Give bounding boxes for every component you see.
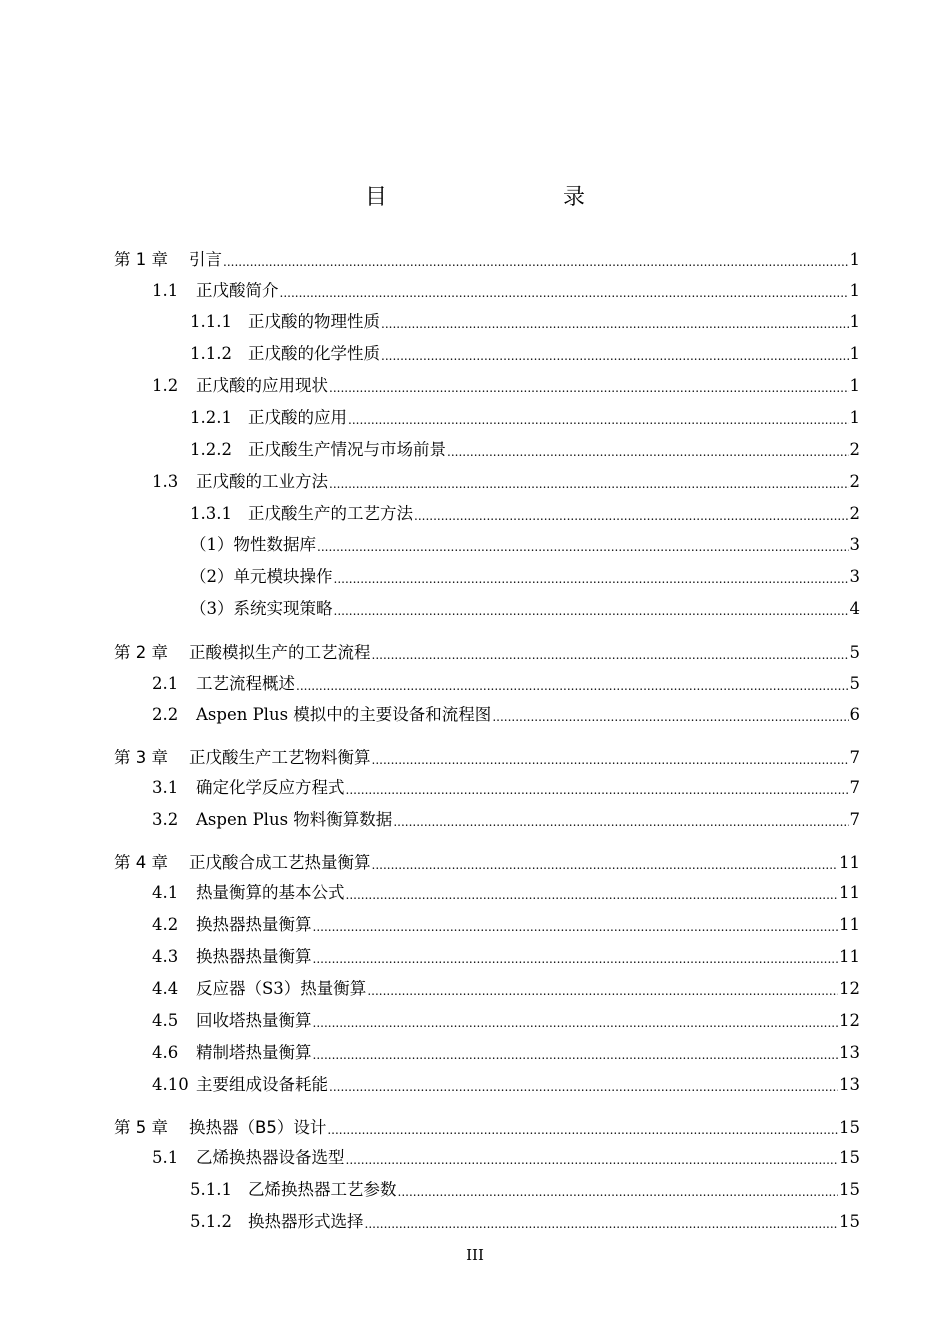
toc-entry-number: 1.1.1 xyxy=(190,312,232,331)
toc-entry-number: 1.2.2 xyxy=(190,440,232,459)
toc-entry-number: 5.1.1 xyxy=(190,1180,232,1199)
toc-entry-page: 13 xyxy=(839,1075,860,1094)
toc-entry-page: 2 xyxy=(849,504,860,523)
toc-entry-page: 7 xyxy=(849,748,860,767)
toc-entry[interactable] xyxy=(114,746,860,770)
toc-dot-leader xyxy=(393,812,848,832)
toc-entry-number: 第 4 章 xyxy=(114,853,168,872)
toc-entry[interactable] xyxy=(114,342,860,366)
toc-entry-page: 15 xyxy=(839,1180,860,1199)
toc-entry[interactable] xyxy=(114,406,860,430)
toc-entry[interactable] xyxy=(114,1073,860,1097)
toc-entry-title: （3）系统实现策略 xyxy=(190,599,333,618)
toc-entry-title: 正戊酸的化学性质 xyxy=(248,344,380,363)
toc-entry-page: 15 xyxy=(839,1212,860,1231)
toc-dot-leader xyxy=(372,645,849,665)
toc-entry-number: 第 5 章 xyxy=(114,1118,168,1137)
toc-entry-number: 1.2.1 xyxy=(190,408,232,427)
toc-dot-leader xyxy=(492,707,848,727)
toc-entry[interactable] xyxy=(114,851,860,875)
toc-entry[interactable] xyxy=(114,1146,860,1170)
toc-entry[interactable] xyxy=(114,565,860,589)
toc-entry-title: 换热器（B5）设计 xyxy=(189,1118,327,1137)
toc-dot-leader xyxy=(365,1214,839,1234)
toc-entry-title: 正戊酸合成工艺热量衡算 xyxy=(189,853,371,872)
toc-entry-page: 7 xyxy=(849,810,860,829)
toc-entry-title: 正戊酸的应用 xyxy=(248,408,347,427)
toc-entry-number: 3.2 xyxy=(152,810,179,829)
toc-entry[interactable] xyxy=(114,672,860,696)
toc-entry[interactable] xyxy=(114,310,860,334)
toc-entry-page: 13 xyxy=(839,1043,860,1062)
toc-entry-number: 2.1 xyxy=(152,674,179,693)
toc-entry[interactable] xyxy=(114,1041,860,1065)
toc-entry-page: 11 xyxy=(839,915,860,934)
toc-entry-title: 正戊酸生产情况与市场前景 xyxy=(248,440,446,459)
toc-entry-page: 1 xyxy=(849,250,860,269)
toc-entry-number: 4.10 xyxy=(152,1075,189,1094)
toc-entry-number: 4.2 xyxy=(152,915,179,934)
toc-entry[interactable] xyxy=(114,1009,860,1033)
toc-dot-leader xyxy=(329,474,849,494)
toc-entry[interactable] xyxy=(114,597,860,621)
toc-entry-page: 7 xyxy=(849,778,860,797)
toc-entry-number: 1.3.1 xyxy=(190,504,232,523)
toc-entry-title: 正戊酸的应用现状 xyxy=(196,376,328,395)
toc-entry[interactable] xyxy=(114,248,860,272)
toc-dot-leader xyxy=(348,410,849,430)
toc-entry-page: 1 xyxy=(849,344,860,363)
page-number-footer: III xyxy=(466,1246,484,1264)
toc-entry-number: 1.1.2 xyxy=(190,344,232,363)
toc-dot-leader xyxy=(372,855,839,875)
toc-entry-title: 乙烯换热器工艺参数 xyxy=(248,1180,397,1199)
toc-dot-leader xyxy=(313,1045,839,1065)
toc-entry-title: 热量衡算的基本公式 xyxy=(196,883,345,902)
toc-entry[interactable] xyxy=(114,703,860,727)
toc-entry-title: 正戊酸生产工艺物料衡算 xyxy=(189,748,371,767)
toc-entry-page: 5 xyxy=(849,674,860,693)
toc-entry-number: 第 1 章 xyxy=(114,250,168,269)
toc-entry[interactable] xyxy=(114,945,860,969)
toc-entry-page: 1 xyxy=(849,376,860,395)
toc-entry-page: 1 xyxy=(849,281,860,300)
toc-entry-number: 1.2 xyxy=(152,376,179,395)
toc-entry-title: 主要组成设备耗能 xyxy=(196,1075,328,1094)
toc-entry-number: 5.1 xyxy=(152,1148,179,1167)
toc-entry[interactable] xyxy=(114,470,860,494)
toc-dot-leader xyxy=(346,1150,839,1170)
toc-entry-number: 4.1 xyxy=(152,883,179,902)
toc-entry[interactable] xyxy=(114,279,860,303)
toc-dot-leader xyxy=(329,378,849,398)
toc-dot-leader xyxy=(313,917,839,937)
toc-entry-title: 乙烯换热器设备选型 xyxy=(196,1148,345,1167)
toc-entry-number: 4.3 xyxy=(152,947,179,966)
toc-entry-title: 正戊酸的物理性质 xyxy=(248,312,380,331)
toc-dot-leader xyxy=(414,506,849,526)
toc-entry-number: 1.1 xyxy=(152,281,179,300)
toc-entry-page: 4 xyxy=(849,599,860,618)
toc-dot-leader xyxy=(317,537,849,557)
toc-dot-leader xyxy=(280,283,849,303)
toc-entry-title: Aspen Plus 物料衡算数据 xyxy=(196,810,393,829)
toc-entry-title: 确定化学反应方程式 xyxy=(196,778,345,797)
toc-entry[interactable] xyxy=(114,502,860,526)
toc-entry-title: Aspen Plus 模拟中的主要设备和流程图 xyxy=(196,705,492,724)
toc-dot-leader xyxy=(381,346,849,366)
toc-dot-leader xyxy=(346,780,849,800)
toc-entry[interactable] xyxy=(114,1178,860,1202)
page-title: 目 录 xyxy=(364,185,629,210)
toc-entry-page: 3 xyxy=(849,567,860,586)
toc-entry-page: 6 xyxy=(849,705,860,724)
toc-entry-title: 换热器热量衡算 xyxy=(196,915,312,934)
toc-dot-leader xyxy=(346,885,839,905)
toc-entry-page: 15 xyxy=(839,1118,860,1137)
toc-dot-leader xyxy=(334,601,849,621)
toc-entry-title: 换热器形式选择 xyxy=(248,1212,364,1231)
toc-dot-leader xyxy=(296,676,849,696)
toc-dot-leader xyxy=(334,569,849,589)
toc-entry[interactable] xyxy=(114,913,860,937)
toc-entry[interactable] xyxy=(114,808,860,832)
toc-entry[interactable] xyxy=(114,533,860,557)
toc-entry-number: 4.5 xyxy=(152,1011,179,1030)
toc-entry-page: 15 xyxy=(839,1148,860,1167)
toc-entry-title: 换热器热量衡算 xyxy=(196,947,312,966)
toc-entry[interactable] xyxy=(114,776,860,800)
toc-dot-leader xyxy=(223,252,849,272)
toc-entry[interactable] xyxy=(114,881,860,905)
toc-entry-title: 引言 xyxy=(189,250,222,269)
toc-entry-title: 正酸模拟生产的工艺流程 xyxy=(189,643,371,662)
toc-entry[interactable] xyxy=(114,641,860,665)
toc-entry-title: 精制塔热量衡算 xyxy=(196,1043,312,1062)
toc-entry-page: 12 xyxy=(839,979,860,998)
toc-entry-title: 反应器（S3）热量衡算 xyxy=(196,979,367,998)
toc-entry-page: 11 xyxy=(839,883,860,902)
toc-entry-title: 正戊酸简介 xyxy=(196,281,279,300)
toc-entry-number: 2.2 xyxy=(152,705,179,724)
toc-entry-number: 4.4 xyxy=(152,979,179,998)
toc-entry[interactable] xyxy=(114,977,860,1001)
toc-entry-page: 3 xyxy=(849,535,860,554)
toc-entry-number: 第 2 章 xyxy=(114,643,168,662)
toc-entry-title: 回收塔热量衡算 xyxy=(196,1011,312,1030)
toc-dot-leader xyxy=(372,750,849,770)
toc-entry-title: （2）单元模块操作 xyxy=(190,567,333,586)
toc-entry-page: 5 xyxy=(849,643,860,662)
toc-entry-page: 2 xyxy=(849,472,860,491)
toc-entry-number: 5.1.2 xyxy=(190,1212,232,1231)
toc-entry[interactable] xyxy=(114,1210,860,1234)
toc-dot-leader xyxy=(381,314,849,334)
toc-entry[interactable] xyxy=(114,438,860,462)
toc-entry-page: 12 xyxy=(839,1011,860,1030)
toc-entry-title: 正戊酸的工业方法 xyxy=(196,472,328,491)
toc-dot-leader xyxy=(398,1182,839,1202)
toc-entry-title: 正戊酸生产的工艺方法 xyxy=(248,504,413,523)
toc-dot-leader xyxy=(367,981,838,1001)
toc-entry-number: 第 3 章 xyxy=(114,748,168,767)
toc-entry-number: 1.3 xyxy=(152,472,179,491)
toc-entry-page: 1 xyxy=(849,408,860,427)
toc-entry-page: 2 xyxy=(849,440,860,459)
toc-entry-number: 4.6 xyxy=(152,1043,179,1062)
toc-entry-title: 工艺流程概述 xyxy=(196,674,295,693)
toc-dot-leader xyxy=(313,949,839,969)
toc-entry-page: 1 xyxy=(849,312,860,331)
toc-entry[interactable] xyxy=(114,374,860,398)
toc-entry-page: 11 xyxy=(839,853,860,872)
toc-dot-leader xyxy=(313,1013,839,1033)
toc-entry-page: 11 xyxy=(839,947,860,966)
toc-dot-leader xyxy=(327,1120,838,1140)
toc-entry[interactable] xyxy=(114,1116,860,1140)
toc-entry-number: 3.1 xyxy=(152,778,179,797)
toc-dot-leader xyxy=(329,1077,838,1097)
toc-dot-leader xyxy=(447,442,849,462)
toc-entry-title: （1）物性数据库 xyxy=(190,535,316,554)
